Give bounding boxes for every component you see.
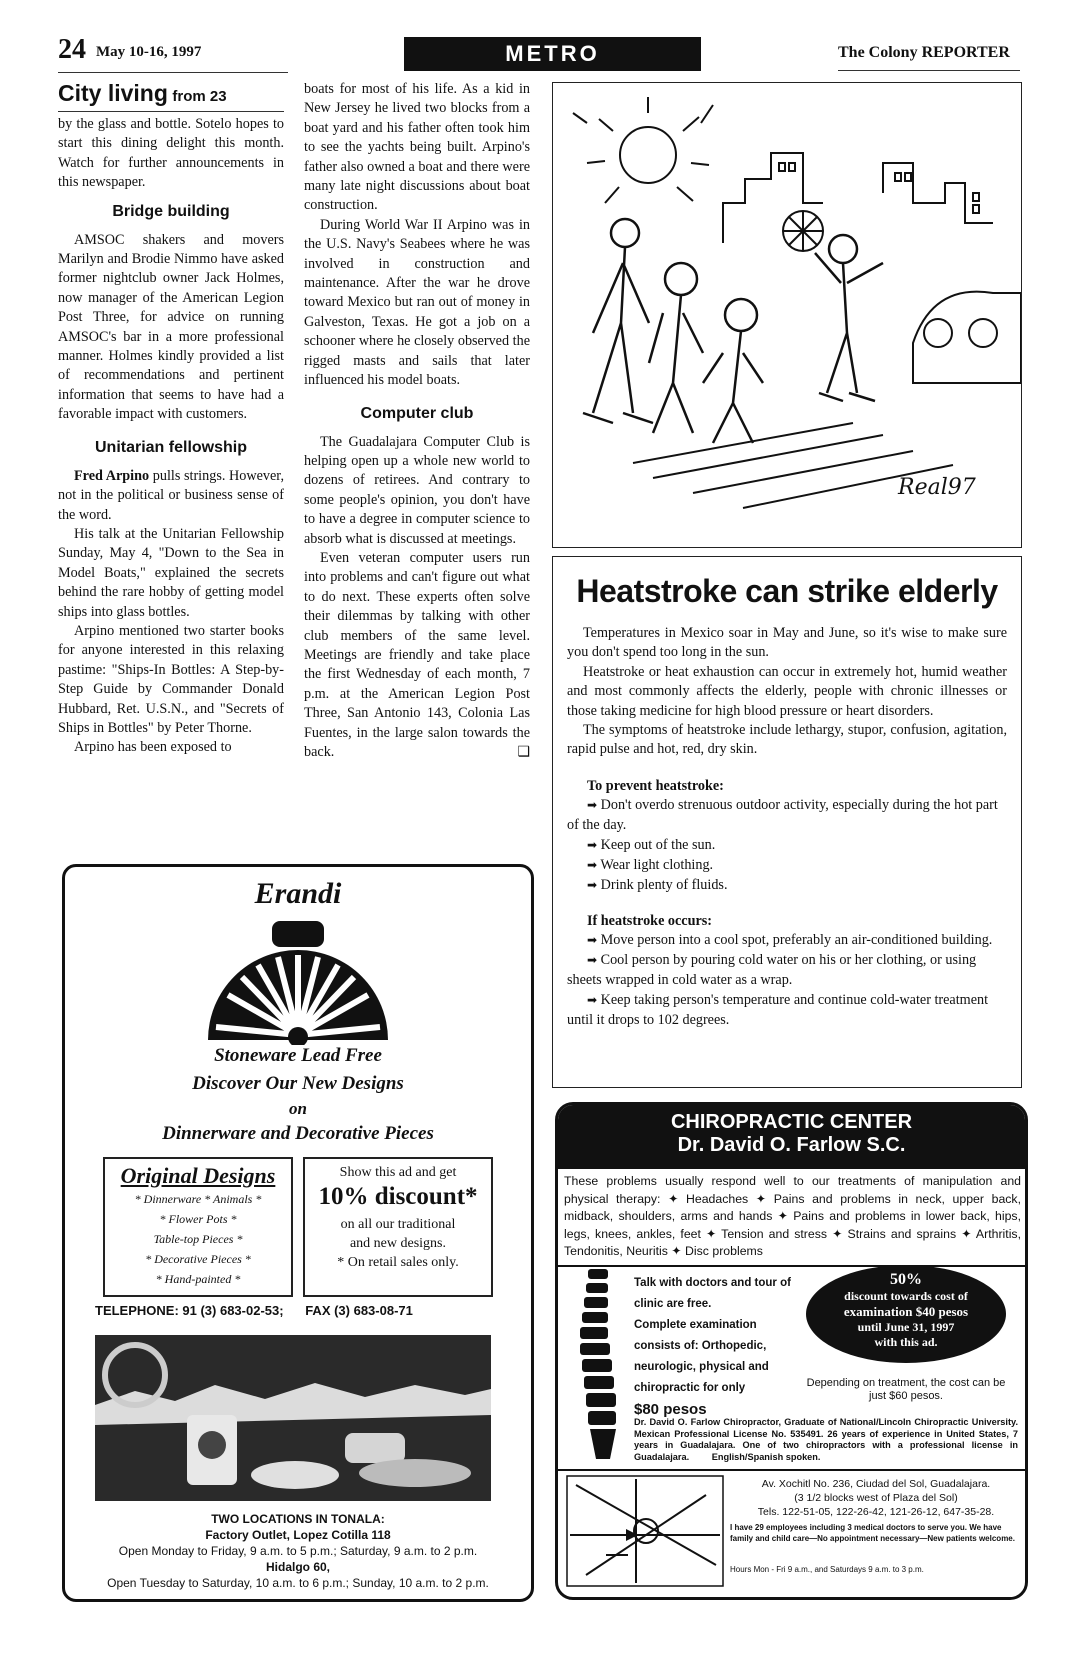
subhead-bridge-building: Bridge building bbox=[112, 202, 230, 220]
paragraph: The Guadalajara Computer Club is helping open up a whole new world to dozens of retirees. And contrary to some people's opinion, you don't have to have a degree in computer science to absorb what is discussed at meetings. bbox=[304, 433, 530, 547]
prevent-heading: To prevent heatstroke: bbox=[587, 777, 724, 794]
arrow-icon: ➡ bbox=[587, 932, 598, 947]
discount-amount: 10% discount* bbox=[318, 1183, 478, 1210]
tagline-lead-free: Stoneware Lead Free bbox=[214, 1045, 382, 1066]
cartoon-signature: Real97 bbox=[898, 475, 976, 500]
chiro-hours: Hours Mon - Fri 9 a.m., and Saturdays 9 a.m. to 3 p.m. bbox=[730, 1565, 924, 1574]
chiro-intro: These problems usually respond well to our treatments of manipulation and physical therapy: ✦ Headaches ✦ Pains and problems in neck, upper back, midback, shoulders, arms and hands ✦ Pains and problems in lower back, hips, legs, knees, ankles, feet ✦ Tension and stress ✦ Strains and sprains ✦ Arthritis, Tendonitis, Neuritis ✦ Disc problems bbox=[564, 1174, 1021, 1259]
section-banner: METRO bbox=[404, 37, 701, 71]
discount-line: Show this ad and get bbox=[339, 1165, 457, 1180]
discount-line: * On retail sales only. bbox=[337, 1255, 459, 1270]
header-rule bbox=[58, 72, 288, 73]
end-mark: ❑ bbox=[517, 745, 530, 761]
page-number: 24 bbox=[58, 34, 86, 65]
discount-line: on all our traditional bbox=[340, 1217, 456, 1232]
paragraph-text: pulls strings. However, not in the political or business sense of the word. bbox=[58, 467, 284, 523]
list-item: ➡ Wear light clothing. bbox=[587, 856, 714, 873]
discount-box bbox=[303, 1157, 493, 1297]
tagline-on: on bbox=[289, 1099, 307, 1118]
chiro-offer bbox=[634, 1273, 792, 1420]
chiro-address: Av. Xochitl No. 236, Ciudad del Sol, Guadalajara. bbox=[761, 1478, 991, 1490]
pottery-photo bbox=[95, 1335, 491, 1501]
oval-line: examination $40 pesos bbox=[843, 1304, 969, 1319]
arrow-icon: ➡ bbox=[587, 797, 598, 812]
design-item: * Flower Pots * bbox=[159, 1212, 237, 1226]
sun-icon bbox=[573, 97, 713, 203]
list-item: ➡ Cool person by pouring cold water on his or her clothing, or using sheets wrapped in cold water as a wrap. bbox=[567, 951, 977, 988]
lead-name: Fred Arpino bbox=[74, 467, 150, 484]
paragraph: AMSOC shakers and movers Marilyn and Brodie Nimmo have asked former nightclub owner Jack Holmes, now manager of the American Legion Post Three, for advice on running AMSOC's bar in a more professional manner. Holmes kindly provided a list of recommendations and pertinent information that seems to have had a favorable impact with customers. bbox=[58, 231, 284, 423]
chiro-address-note: (3 1/2 blocks west of Plaza del Sol) bbox=[794, 1492, 958, 1504]
column-1 bbox=[58, 80, 284, 758]
jump-headline bbox=[58, 80, 284, 107]
languages: English/Spanish spoken. bbox=[711, 1451, 821, 1462]
location-map bbox=[566, 1475, 724, 1587]
discount-line: and new designs. bbox=[349, 1236, 447, 1251]
paragraph: Even veteran computer users run into problems and can't figure out what to do next. These experts often solve their dilemmas by talking with other club members of the same level. Meetings are friendly and take place the first Wednesday of each month, 7 p.m. at the American Legion Post Three, San Antonio 143, Colonia Las Fuentes, in the large salon towards the back. bbox=[304, 549, 530, 760]
paragraph: His talk at the Unitarian Fellowship Sunday, May 4, "Down to the Sea in Model Boats," explained the secrets behind the rare hobby of getting model ships into glass bottles. bbox=[58, 525, 284, 620]
chiro-depending: Depending on treatment, the cost can be just $60 pesos. bbox=[806, 1377, 1006, 1402]
chiro-talk: Talk with doctors and tour of clinic are free. bbox=[634, 1277, 791, 1310]
telephone: TELEPHONE: 91 (3) 683-02-53; bbox=[95, 1303, 284, 1318]
paragraph: by the glass and bottle. Sotelo hopes to start this dining delight this month. Watch for further announcements in this newspaper. bbox=[58, 116, 284, 191]
chiro-price: $80 pesos bbox=[634, 1401, 707, 1418]
subhead-computer-club: Computer club bbox=[360, 404, 474, 422]
header-rule-right bbox=[838, 70, 1020, 71]
design-item: * Decorative Pieces * bbox=[145, 1252, 251, 1266]
discount-oval bbox=[806, 1265, 1006, 1363]
paragraph: boats for most of his life. As a kid in New Jersey he lived two blocks from a boat yard and his father often took him to see the yachts being built. Arpino's father also owned a boat and there were many late night discussions about boat construction. bbox=[304, 81, 530, 214]
arrow-icon: ➡ bbox=[587, 992, 598, 1007]
paragraph: Temperatures in Mexico soar in May and June, so it's wise to make sure you don't spend too long in the sun. bbox=[567, 625, 1007, 661]
chiro-contact bbox=[730, 1477, 1022, 1519]
issue-date: May 10-16, 1997 bbox=[96, 44, 202, 60]
tagline-new-designs: Discover Our New Designs bbox=[192, 1073, 404, 1094]
paragraph bbox=[58, 467, 284, 525]
arrow-icon: ➡ bbox=[587, 877, 598, 892]
chiro-doctor: Dr. David O. Farlow S.C. bbox=[677, 1134, 906, 1156]
location-2-hours: Open Tuesday to Saturday, 10 a.m. to 6 p.m.; Sunday, 10 a.m. to 2 p.m. bbox=[107, 1576, 489, 1590]
locations-heading: TWO LOCATIONS IN TONALA: bbox=[211, 1512, 385, 1526]
chiro-complete: Complete examination consists of: Orthopedic, neurologic, physical and chiropractic for only bbox=[634, 1319, 769, 1394]
headline-city-living: City living bbox=[58, 80, 168, 106]
paragraph: During World War II Arpino was in the U.S. Navy's Seabees where he was involved in construction and maintenance. After the war he drove toward Mexico but ran out of money in Galveston, Texas. He got a job on a schooner where he closely observed the rigged masts and sails that later influenced his model boats. bbox=[304, 216, 530, 389]
heatstroke-box bbox=[552, 556, 1022, 1088]
list-item: ➡ Drink plenty of fluids. bbox=[587, 876, 728, 893]
chiro-bottom-rule bbox=[558, 1469, 1025, 1471]
spine-icon bbox=[566, 1265, 628, 1463]
location-1-hours: Open Monday to Friday, 9 a.m. to 5 p.m.; Saturday, 9 a.m. to 2 p.m. bbox=[118, 1544, 478, 1558]
original-designs-title: Original Designs bbox=[120, 1163, 276, 1188]
subhead-unitarian-fellowship: Unitarian fellowship bbox=[94, 438, 247, 456]
city-skyline bbox=[723, 153, 993, 243]
arrow-icon: ➡ bbox=[587, 837, 598, 852]
chiro-phones: Tels. 122-51-05, 122-26-42, 121-26-12, 647-35-28. bbox=[757, 1506, 995, 1518]
oval-line: until June 31, 1997 bbox=[857, 1320, 955, 1334]
pedestrian-figures bbox=[583, 219, 883, 443]
locations-block bbox=[65, 1511, 531, 1591]
chiro-title: CHIROPRACTIC CENTER bbox=[670, 1111, 913, 1133]
list-item: ➡ Move person into a cool spot, preferably an air-conditioned building. bbox=[587, 931, 993, 948]
cartoon-frame bbox=[552, 82, 1022, 548]
design-item: Table-top Pieces * bbox=[153, 1232, 243, 1246]
occurs-heading: If heatstroke occurs: bbox=[587, 912, 713, 929]
paragraph: Arpino mentioned two starter books for anyone interested in this relaxing pastime: "Ships-In Bottles: A Step-by-Step Guide by Commander Donald Hubbard, Ret. U.S.N., and "Secrets of Ships in Bottles" by Peter Thorne. bbox=[58, 622, 284, 736]
paragraph: Arpino has been exposed to bbox=[74, 739, 232, 756]
oval-line: with this ad. bbox=[874, 1335, 938, 1349]
chiro-staff: I have 29 employees including 3 medical doctors to serve you. We have family and child care—No appointment necessary—New patients welcome. bbox=[730, 1523, 1015, 1543]
list-item: ➡ Keep out of the sun. bbox=[587, 836, 716, 853]
bio-text: Dr. David O. Farlow Chiropractor, Graduate of National/Lincoln Chiropractic University. Mexican Professional License No. 535491. 26 years of experience in United States, 7 years in Guadalajara. One of two chiropractors with a professional license in Guadalajara. bbox=[634, 1417, 1018, 1462]
location-1: Factory Outlet, Lopez Cotilla 118 bbox=[205, 1528, 391, 1542]
erandi-logo-text: Erandi bbox=[254, 877, 342, 910]
prevent-list bbox=[567, 795, 1007, 895]
list-item: ➡ Keep taking person's temperature and continue cold-water treatment until it drops to 102 degrees. bbox=[567, 991, 989, 1028]
sunburst-logo-icon bbox=[198, 915, 398, 1045]
publication-name: The Colony REPORTER bbox=[838, 44, 1010, 61]
design-item: * Dinnerware * Animals * bbox=[134, 1192, 262, 1206]
chiropractic-ad bbox=[555, 1102, 1028, 1600]
occurs-list bbox=[567, 930, 1007, 1030]
telephone-line bbox=[95, 1303, 515, 1318]
column-2 bbox=[304, 80, 530, 761]
oval-percent: 50% bbox=[890, 1271, 922, 1288]
headline-jump-from: from 23 bbox=[172, 88, 227, 105]
chiro-header bbox=[558, 1105, 1025, 1169]
design-item: * Hand-painted * bbox=[155, 1272, 241, 1286]
headline-rule bbox=[58, 111, 284, 112]
car-icon bbox=[913, 292, 1021, 383]
fan-icon bbox=[783, 211, 823, 251]
paragraph: The symptoms of heatstroke include lethargy, stupor, confusion, agitation, rapid pulse and hot, red, dry skin. bbox=[567, 722, 1007, 758]
arrow-icon: ➡ bbox=[587, 952, 598, 967]
location-2: Hidalgo 60, bbox=[265, 1560, 330, 1574]
tagline-dinnerware: Dinnerware and Decorative Pieces bbox=[162, 1123, 434, 1144]
heatstroke-title: Heatstroke can strike elderly bbox=[576, 573, 998, 609]
oval-line: discount towards cost of bbox=[844, 1289, 968, 1303]
chiro-intro-rule bbox=[558, 1265, 1025, 1267]
erandi-ad bbox=[62, 864, 534, 1602]
arrow-icon: ➡ bbox=[587, 857, 598, 872]
chiro-bio bbox=[634, 1417, 1018, 1463]
paragraph: Heatstroke or heat exhaustion can occur in extremely hot, humid weather and most commonly affects the elderly, people with chronic illnesses or those taking medicine for high blood pressure or heart disorders. bbox=[567, 663, 1007, 719]
original-designs-box bbox=[103, 1157, 293, 1297]
list-item: ➡ Don't overdo strenuous outdoor activity, especially during the hot part of the day. bbox=[567, 796, 998, 833]
fax: FAX (3) 683-08-71 bbox=[305, 1303, 413, 1318]
